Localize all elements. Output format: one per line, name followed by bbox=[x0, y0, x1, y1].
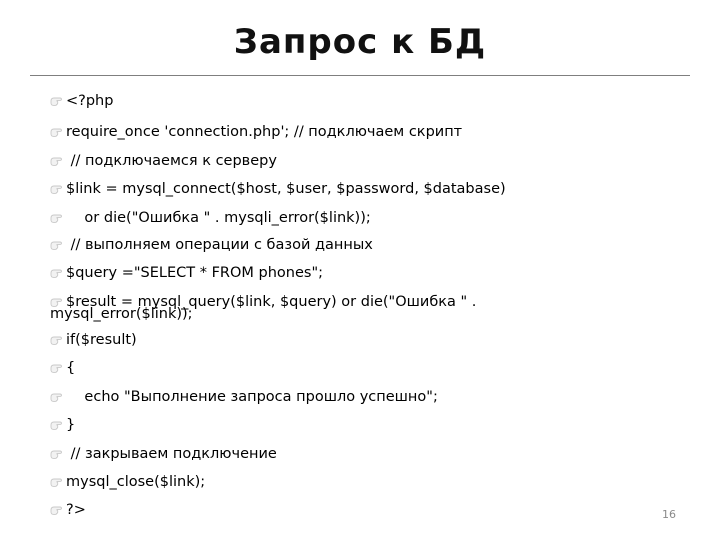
code-line: $result = mysql_query($link, $query) or die("Ошибка " . bbox=[66, 294, 477, 310]
pointing-hand-icon bbox=[50, 269, 62, 278]
code-line: // закрываем подключение bbox=[66, 446, 277, 462]
code-line: or die("Ошибка " . mysqli_error($link)); bbox=[66, 210, 371, 226]
code-line: ?> bbox=[66, 502, 86, 518]
page-number: 16 bbox=[662, 508, 676, 521]
pointing-hand-icon bbox=[50, 97, 62, 106]
pointing-hand-icon bbox=[50, 364, 62, 373]
code-line: <?php bbox=[66, 93, 114, 109]
code-line: echo "Выполнение запроса прошло успешно"; bbox=[66, 389, 438, 405]
pointing-hand-icon bbox=[50, 241, 62, 250]
pointing-hand-icon bbox=[50, 214, 62, 223]
code-line: { bbox=[66, 360, 76, 376]
code-line: if($result) bbox=[66, 332, 137, 348]
slide-title: Запрос к БД bbox=[233, 22, 487, 62]
code-line: // подключаемся к серверу bbox=[66, 153, 277, 169]
pointing-hand-icon bbox=[50, 478, 62, 487]
code-line: // выполняем операции с базой данных bbox=[66, 237, 373, 253]
pointing-hand-icon bbox=[50, 336, 62, 345]
pointing-hand-icon bbox=[50, 157, 62, 166]
code-line: } bbox=[66, 417, 76, 433]
code-line: require_once 'connection.php'; // подключаем скрипт bbox=[66, 124, 463, 140]
pointing-hand-icon bbox=[50, 421, 62, 430]
pointing-hand-icon bbox=[50, 393, 62, 402]
code-line: mysql_close($link); bbox=[66, 474, 206, 490]
pointing-hand-icon bbox=[50, 128, 62, 137]
code-line: $link = mysql_connect($host, $user, $password, $database) bbox=[66, 181, 506, 197]
code-line-continuation: mysql_error($link)); bbox=[50, 306, 193, 322]
pointing-hand-icon bbox=[50, 450, 62, 459]
pointing-hand-icon bbox=[50, 185, 62, 194]
pointing-hand-icon bbox=[50, 506, 62, 515]
code-line: $query ="SELECT * FROM phones"; bbox=[66, 265, 323, 281]
